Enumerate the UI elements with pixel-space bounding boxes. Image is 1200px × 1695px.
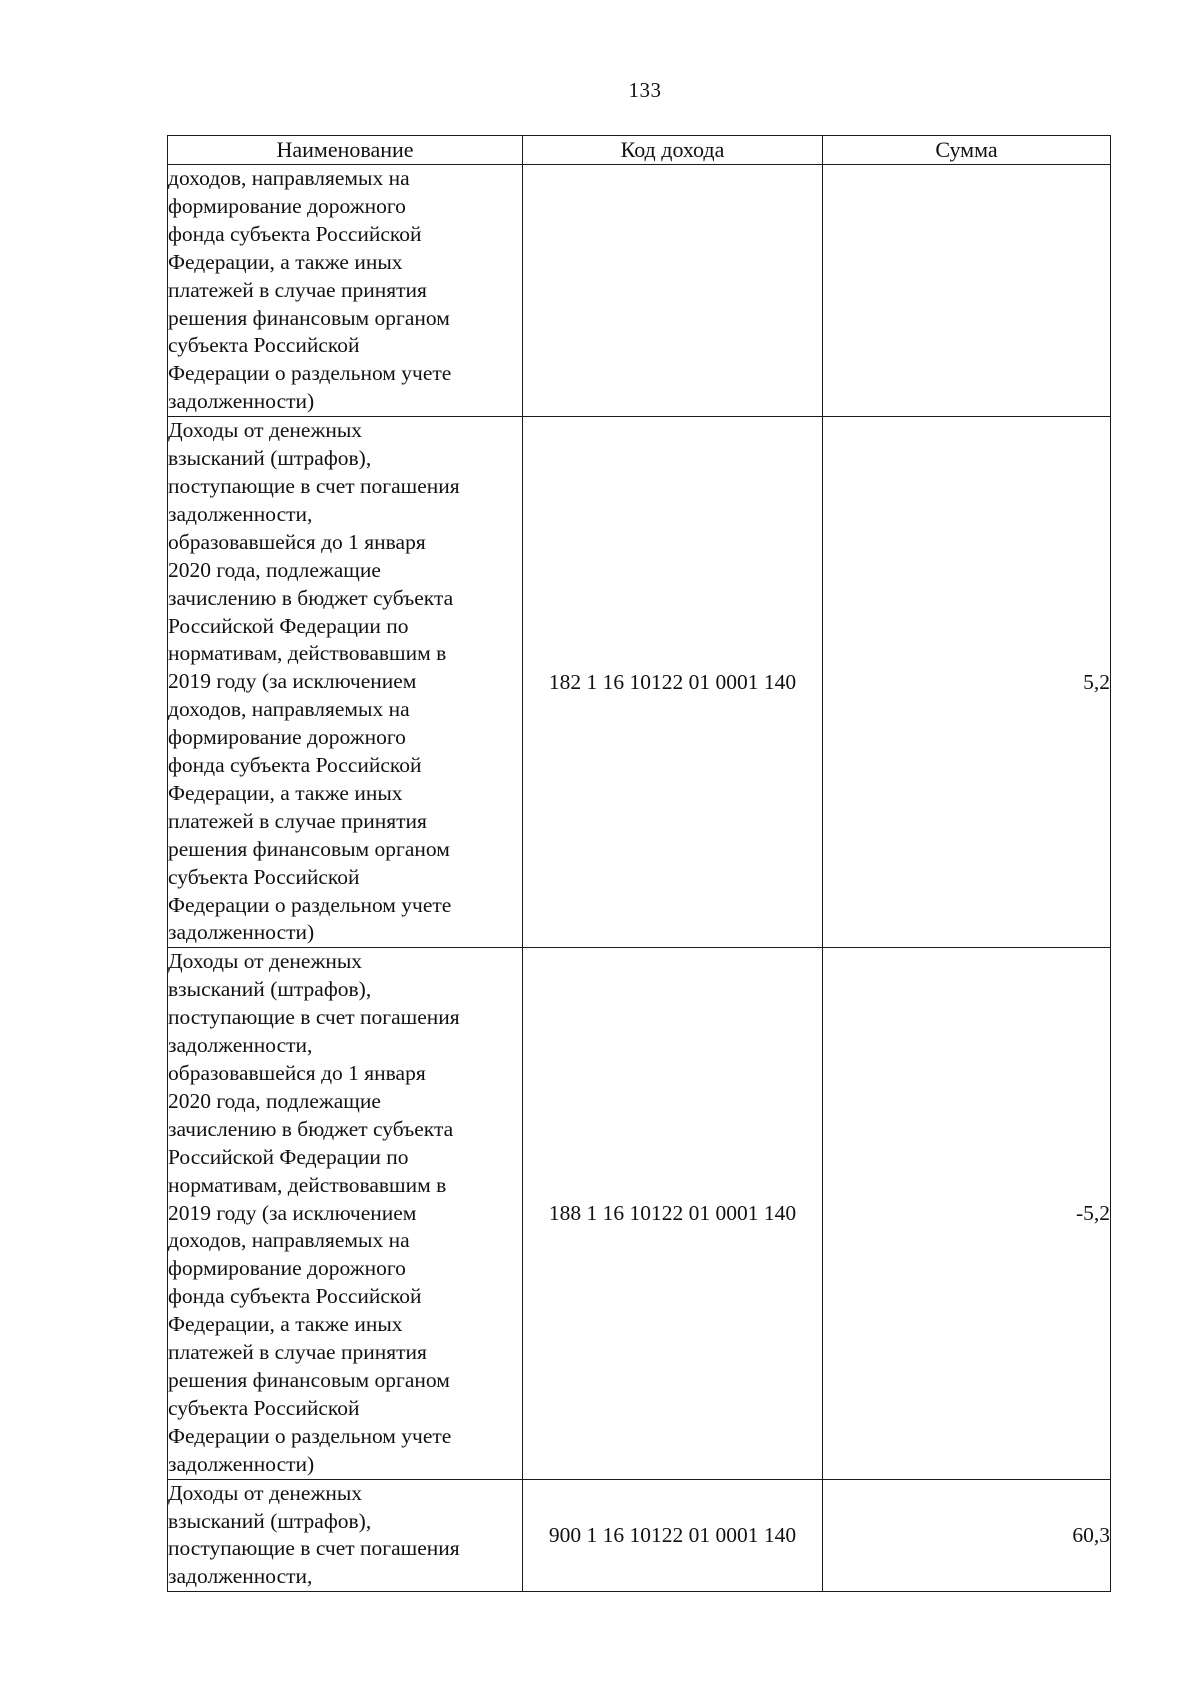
name-line: субъекта Российской (168, 333, 360, 358)
name-line: Федерации, а также иных (168, 780, 403, 805)
name-line: взысканий (штрафов), (168, 1508, 372, 1533)
name-line: нормативам, действовавшим в (168, 1172, 447, 1197)
name-line: Доходы от денежных (168, 1480, 363, 1505)
header-code: Код дохода (523, 136, 823, 165)
row-code-cell: 182 1 16 10122 01 0001 140 (523, 417, 823, 948)
name-line: Федерации о раздельном учете (168, 361, 452, 386)
table-row (168, 948, 1111, 1479)
name-line: формирование дорожного (168, 725, 406, 750)
name-line: образовавшейся до 1 января (168, 1061, 426, 1085)
name-line: 2019 году (за исключением (168, 669, 417, 694)
name-line: поступающие в счет погашения (168, 1005, 460, 1030)
income-table (167, 135, 1111, 1592)
name-line: взысканий (штрафов), (168, 977, 372, 1002)
name-line: Федерации о раздельном учете (168, 1423, 452, 1448)
name-line: решения финансовым органом (168, 1367, 450, 1392)
name-line: платежей в случае принятия (168, 1340, 427, 1365)
header-sum: Сумма (823, 136, 1111, 165)
name-line: задолженности) (168, 389, 315, 414)
row-name-cell (168, 165, 523, 417)
page-number: 133 (628, 78, 662, 102)
name-line: формирование дорожного (168, 1256, 406, 1281)
name-line: Российской Федерации по (168, 613, 409, 638)
name-line: задолженности, (168, 1033, 313, 1058)
table-row (168, 417, 1111, 948)
name-line: образовавшейся до 1 января (168, 529, 426, 554)
name-line: Доходы от денежных (168, 418, 363, 443)
table-header-row (168, 136, 1111, 165)
name-line: фонда субъекта Российской (168, 1284, 422, 1309)
name-line: взысканий (штрафов), (168, 446, 372, 471)
header-name: Наименование (168, 136, 523, 165)
name-line: доходов, направляемых на (168, 697, 410, 722)
name-line: 2020 года, подлежащие (168, 557, 381, 582)
name-line: Федерации, а также иных (168, 249, 403, 274)
row-name-cell (168, 1479, 523, 1592)
name-line: нормативам, действовавшим в (168, 641, 447, 666)
name-line: зачислению в бюджет субъекта (168, 1116, 454, 1141)
name-line: поступающие в счет погашения (168, 1536, 460, 1561)
name-line: задолженности, (168, 1564, 313, 1589)
name-line: фонда субъекта Российской (168, 221, 422, 246)
name-line: 2019 году (за исключением (168, 1200, 417, 1225)
row-sum-cell: 60,3 (823, 1479, 1111, 1592)
name-line: задолженности, (168, 501, 313, 526)
name-line: субъекта Российской (168, 864, 360, 889)
name-line: поступающие в счет погашения (168, 473, 460, 498)
row-name-cell (168, 417, 523, 948)
name-line: задолженности) (168, 1451, 315, 1476)
name-line: решения финансовым органом (168, 836, 450, 861)
name-line: платежей в случае принятия (168, 808, 427, 833)
row-sum-cell: -5,2 (823, 948, 1111, 1479)
name-line: Федерации о раздельном учете (168, 892, 452, 917)
row-code-cell (523, 165, 823, 417)
name-line: платежей в случае принятия (168, 277, 427, 302)
table-row (168, 1479, 1111, 1592)
name-line: фонда субъекта Российской (168, 753, 422, 778)
name-line: 2020 года, подлежащие (168, 1088, 381, 1113)
row-code-cell: 188 1 16 10122 01 0001 140 (523, 948, 823, 1479)
name-line: формирование дорожного (168, 193, 406, 218)
name-line: Российской Федерации по (168, 1144, 409, 1169)
name-line: Федерации, а также иных (168, 1312, 403, 1337)
name-line: доходов, направляемых на (168, 1228, 410, 1253)
name-line: зачислению в бюджет субъекта (168, 585, 454, 610)
name-line: Доходы от денежных (168, 949, 363, 974)
table-row (168, 165, 1111, 417)
name-line: задолженности) (168, 920, 315, 945)
name-line: субъекта Российской (168, 1395, 360, 1420)
row-sum-cell: 5,2 (823, 417, 1111, 948)
row-code-cell: 900 1 16 10122 01 0001 140 (523, 1479, 823, 1592)
row-sum-cell (823, 165, 1111, 417)
name-line: доходов, направляемых на (168, 166, 410, 190)
name-line: решения финансовым органом (168, 305, 450, 330)
row-name-cell (168, 948, 523, 1479)
